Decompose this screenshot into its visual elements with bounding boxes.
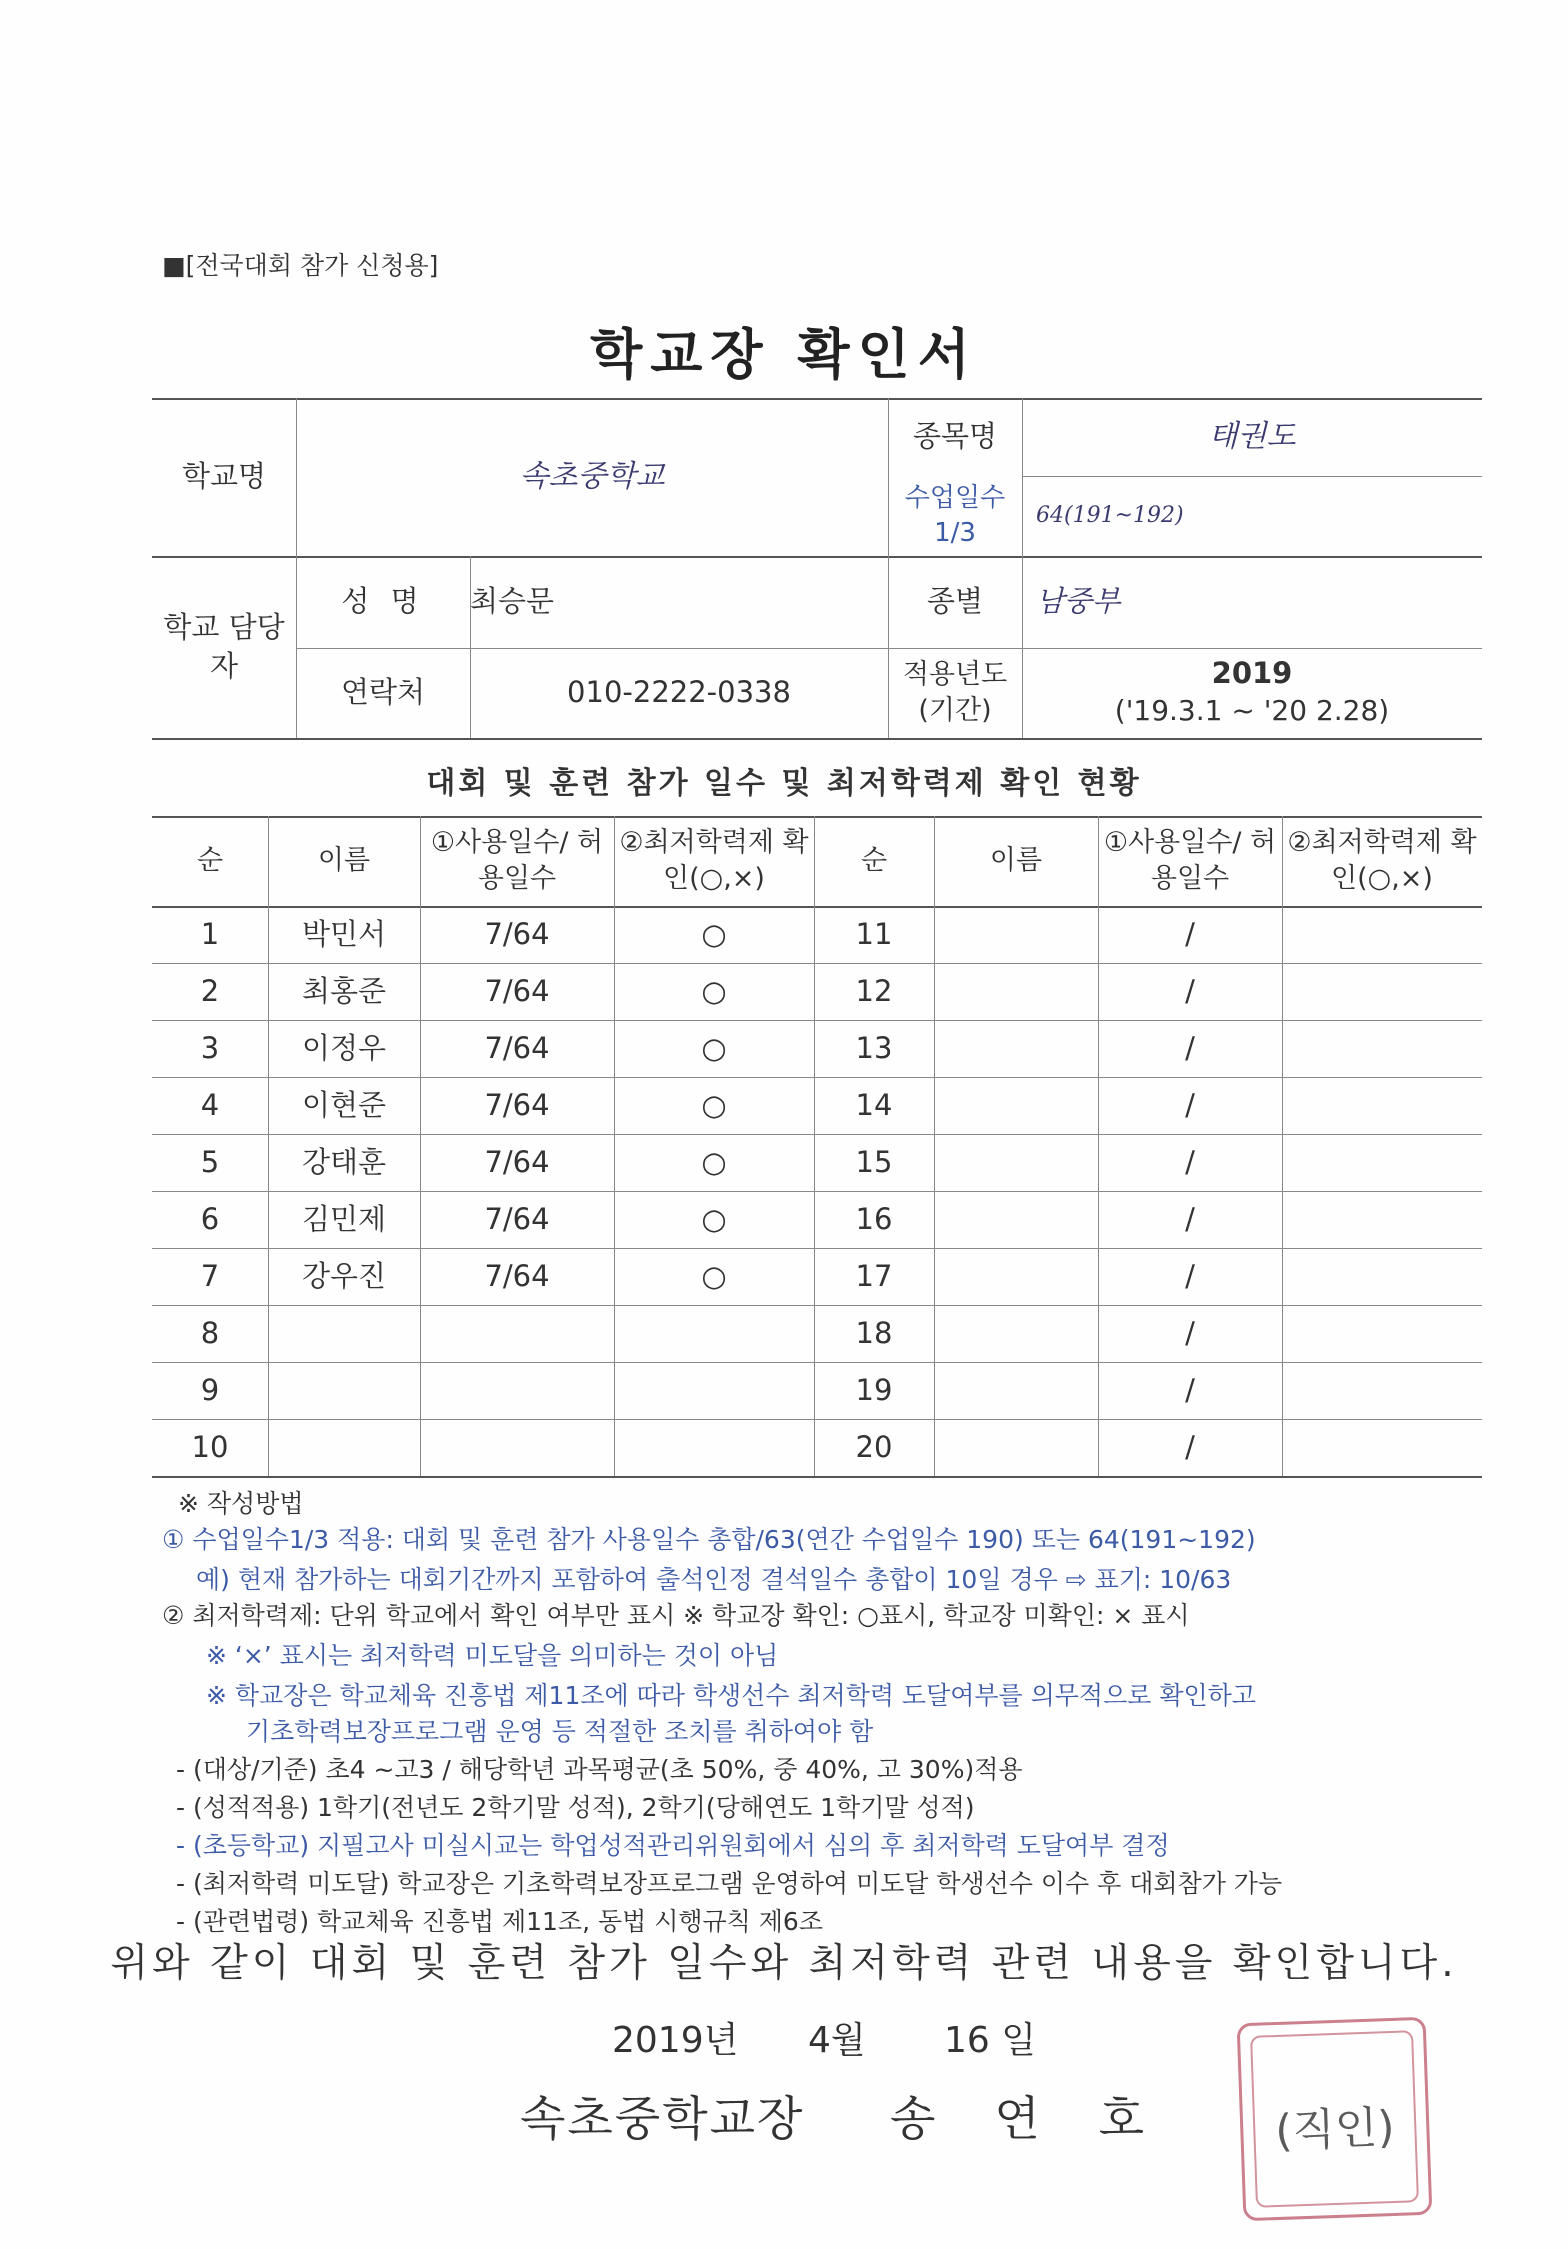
table-cell-days: / — [1185, 1258, 1195, 1293]
note-line: - (성적적용) 1학기(전년도 2학기말 성적), 2학기(당해연도 1학기말 성적) — [176, 1793, 975, 1822]
table-cell-no: 18 — [855, 1315, 893, 1350]
note-line: 예) 현재 참가하는 대회기간까지 포함하여 출석인정 결석일수 총합이 10일 경우 ⇨ 표기: 10/63 — [196, 1565, 1232, 1594]
value-contact: 010-2222-0338 — [567, 675, 791, 710]
table-cell-no: 3 — [200, 1030, 220, 1065]
table-cell-name: 강우진 — [301, 1258, 387, 1293]
page-title: 학교장 확인서 — [590, 323, 978, 386]
table-cell-check — [1282, 906, 1482, 963]
table-cell-check — [1282, 963, 1482, 1020]
table-cell-days: / — [1185, 1315, 1195, 1350]
table-cell-no: 2 — [200, 973, 220, 1008]
section-title: 대회 및 훈련 참가 일수 및 최저학력제 확인 현황 — [426, 766, 1142, 801]
value-year-block — [1022, 652, 1482, 736]
label-contact: 연락처 — [340, 675, 426, 710]
table-cell-name — [934, 1305, 1098, 1362]
note-line: - (대상/기준) 초4 ~고3 / 해당학년 과목평균(초 50%, 중 40%, 고 30%)적용 — [176, 1755, 1023, 1784]
table-cell-days — [420, 1362, 614, 1419]
notes-heading: ※ 작성방법 — [178, 1489, 304, 1518]
form-tag: ■[전국대회 참가 신청용] — [162, 251, 439, 280]
table-cell-no: 15 — [855, 1144, 893, 1179]
date-year: 2019년 — [612, 2020, 739, 2061]
label-category: 종별 — [926, 584, 984, 619]
table-cell-check — [1282, 1020, 1482, 1077]
table-cell-name: 이정우 — [301, 1030, 387, 1065]
table-cell-no: 4 — [200, 1087, 220, 1122]
table-cell-check — [1282, 1134, 1482, 1191]
value-class-days: 64(191~192) — [1036, 503, 1184, 529]
table-cell-name: 이현준 — [301, 1087, 387, 1122]
note-line: ※ ‘×’ 표시는 최저학력 미도달을 의미하는 것이 아님 — [206, 1641, 779, 1670]
table-cell-name: 박민서 — [301, 916, 387, 951]
table-header-cell: ②최저학력제 확인(○,×) — [1287, 826, 1477, 894]
table-cell-name: 강태훈 — [301, 1144, 387, 1179]
seal-label: (직인) — [1274, 2101, 1396, 2158]
table-cell-no: 10 — [191, 1429, 229, 1464]
label-class-days: 수업일수 1/3 — [904, 482, 1006, 548]
table-cell-check — [1282, 1305, 1482, 1362]
confirm-text: 위와 같이 대회 및 훈련 참가 일수와 최저학력 관련 내용을 확인합니다. — [110, 1941, 1458, 1986]
note-line: 기초학력보장프로그램 운영 등 적절한 조치를 취하여야 함 — [246, 1717, 874, 1746]
label-school-name: 학교명 — [181, 459, 267, 494]
table-header-cell: ①사용일수/ 허용일수 — [430, 826, 604, 894]
table-cell-name: 김민제 — [301, 1201, 387, 1236]
table-cell-days: 7/64 — [484, 1201, 550, 1236]
table-cell-check: ○ — [701, 1087, 727, 1122]
table-cell-check — [614, 1305, 814, 1362]
label-sport: 종목명 — [912, 419, 998, 454]
table-cell-check — [614, 1419, 814, 1476]
table-cell-days: 7/64 — [484, 1030, 550, 1065]
table-header-cell: ①사용일수/ 허용일수 — [1103, 826, 1277, 894]
table-cell-check: ○ — [701, 1258, 727, 1293]
label-manager-name: 성 명 — [341, 584, 425, 619]
table-cell-name — [934, 1419, 1098, 1476]
table-cell-check — [1282, 1191, 1482, 1248]
table-cell-days: / — [1185, 1201, 1195, 1236]
value-category: 남중부 — [1036, 584, 1121, 619]
table-cell-check: ○ — [701, 1201, 727, 1236]
table-cell-check — [614, 1362, 814, 1419]
table-cell-days: / — [1185, 1429, 1195, 1464]
table-cell-name — [934, 1362, 1098, 1419]
table-cell-days: / — [1185, 973, 1195, 1008]
label-year: 적용년도 (기간) — [902, 658, 1008, 726]
table-cell-days: 7/64 — [484, 1087, 550, 1122]
value-year: 2019 — [1211, 656, 1293, 690]
table-cell-no: 16 — [855, 1201, 893, 1236]
value-manager-name: 최승문 — [470, 584, 555, 619]
table-cell-days: 7/64 — [484, 973, 550, 1008]
table-cell-days: / — [1185, 1087, 1195, 1122]
note-line: ① 수업일수1/3 적용: 대회 및 훈련 참가 사용일수 총합/63(연간 수업일수 190) 또는 64(191~192) — [162, 1525, 1256, 1554]
table-cell-days — [420, 1305, 614, 1362]
table-cell-name — [934, 906, 1098, 963]
table-cell-days — [420, 1419, 614, 1476]
table-cell-days: 7/64 — [484, 916, 550, 951]
table-cell-no: 17 — [855, 1258, 893, 1293]
table-cell-name — [934, 1134, 1098, 1191]
table-bottom-rule — [152, 1476, 1482, 1478]
table-header-cell: 이름 — [989, 844, 1043, 876]
table-cell-check: ○ — [701, 1030, 727, 1065]
table-cell-days: 7/64 — [484, 1144, 550, 1179]
table-cell-days: / — [1185, 1372, 1195, 1407]
table-cell-name — [934, 963, 1098, 1020]
table-cell-no: 6 — [200, 1201, 220, 1236]
table-header-cell: 이름 — [317, 844, 371, 876]
table-cell-days: 7/64 — [484, 1258, 550, 1293]
table-cell-check: ○ — [701, 916, 727, 951]
table-cell-no: 1 — [200, 916, 220, 951]
note-line: ※ 학교장은 학교체육 진흥법 제11조에 따라 학생선수 최저학력 도달여부를 의무적으로 확인하고 — [206, 1681, 1256, 1710]
value-school-name: 속초중학교 — [519, 458, 665, 494]
note-line: ② 최저학력제: 단위 학교에서 확인 여부만 표시 ※ 학교장 확인: ○표시, 학교장 미확인: × 표시 — [162, 1601, 1190, 1630]
table-cell-no: 14 — [855, 1087, 893, 1122]
table-cell-check: ○ — [701, 973, 727, 1008]
table-header-cell: 순 — [860, 844, 888, 876]
official-seal — [1237, 2017, 1433, 2221]
table-cell-no: 19 — [855, 1372, 893, 1407]
table-cell-no: 20 — [855, 1429, 893, 1464]
label-manager: 학교 담당자 — [163, 609, 285, 683]
table-cell-name — [268, 1362, 420, 1419]
value-period: ('19.3.1 ~ '20 2.28) — [1114, 694, 1390, 727]
note-line: - (초등학교) 지필고사 미실시교는 학업성적관리위원회에서 심의 후 최저학력 도달여부 결정 — [176, 1831, 1170, 1860]
note-line: - (관련법령) 학교체육 진흥법 제11조, 동법 시행규칙 제6조 — [176, 1907, 823, 1936]
table-cell-no: 13 — [855, 1030, 893, 1065]
note-line: - (최저학력 미도달) 학교장은 기초학력보장프로그램 운영하여 미도달 학생선수 이수 후 대회참가 가능 — [176, 1869, 1283, 1898]
table-cell-name — [934, 1020, 1098, 1077]
table-cell-no: 11 — [855, 916, 893, 951]
principal-school: 속초중학교장 — [520, 2092, 805, 2147]
date-month: 4월 — [808, 2020, 866, 2061]
table-header-cell: ②최저학력제 확인(○,×) — [619, 826, 809, 894]
table-header-cell: 순 — [196, 844, 224, 876]
table-cell-days: / — [1185, 1144, 1195, 1179]
table-cell-name — [934, 1077, 1098, 1134]
table-cell-name — [268, 1305, 420, 1362]
table-cell-name — [934, 1191, 1098, 1248]
table-cell-check — [1282, 1077, 1482, 1134]
table-cell-check: ○ — [701, 1144, 727, 1179]
table-cell-days: / — [1185, 1030, 1195, 1065]
table-cell-check — [1282, 1419, 1482, 1476]
table-cell-name: 최홍준 — [301, 973, 387, 1008]
date-day: 16 일 — [944, 2020, 1037, 2061]
table-cell-days: / — [1185, 916, 1195, 951]
table-cell-name — [268, 1419, 420, 1476]
principal-name: 송 연 호 — [890, 2092, 1167, 2147]
info-bottom-rule — [152, 738, 1482, 740]
table-cell-no: 12 — [855, 973, 893, 1008]
table-cell-check — [1282, 1248, 1482, 1305]
table-cell-no: 5 — [200, 1144, 220, 1179]
table-cell-check — [1282, 1362, 1482, 1419]
table-cell-no: 8 — [200, 1315, 220, 1350]
table-cell-no: 7 — [200, 1258, 220, 1293]
value-sport: 태권도 — [1208, 418, 1296, 454]
table-cell-no: 9 — [200, 1372, 220, 1407]
table-cell-name — [934, 1248, 1098, 1305]
